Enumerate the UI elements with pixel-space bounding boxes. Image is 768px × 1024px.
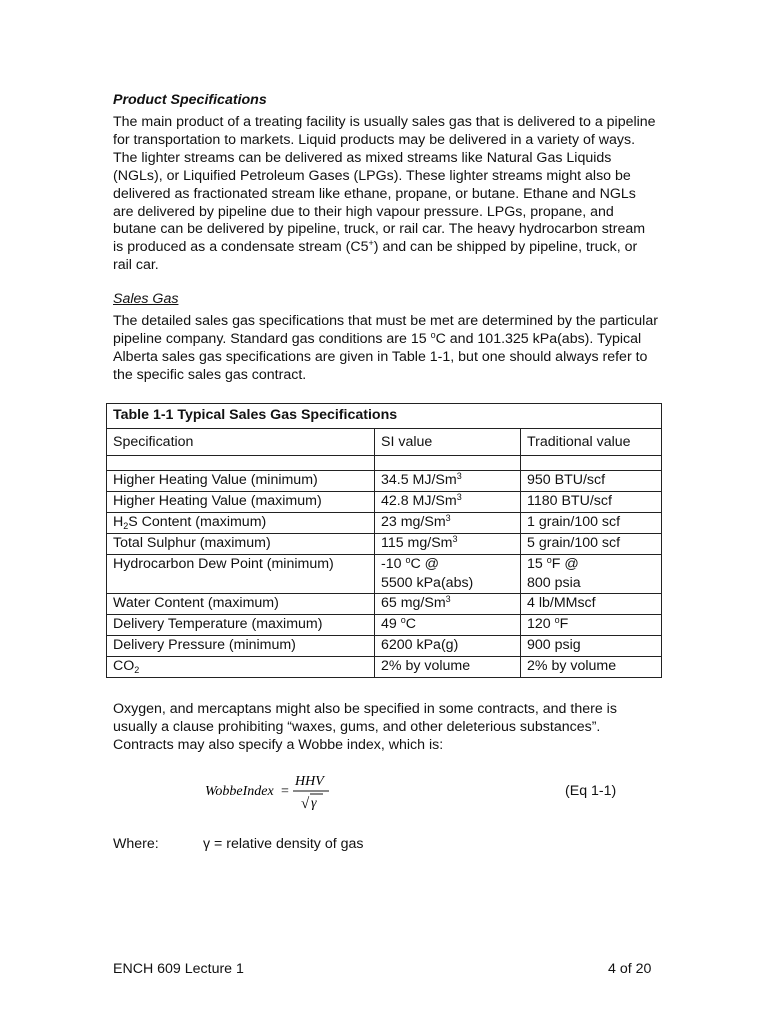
cell-traditional: 2% by volume <box>521 657 662 678</box>
header-si-value: SI value <box>375 429 521 456</box>
degree-mark: o <box>554 615 560 625</box>
footer-page-number: 4 of 20 <box>608 961 652 977</box>
header-traditional-value: Traditional value <box>521 429 662 456</box>
section-title: Product Specifications <box>113 92 267 108</box>
si-text: C @ <box>410 556 440 572</box>
spec-text: H <box>113 514 124 530</box>
subsection-title: Sales Gas <box>113 291 179 307</box>
cell-si <box>375 534 521 555</box>
wobbe-paragraph <box>113 701 658 755</box>
si-text: 115 mg/Sm <box>381 535 453 551</box>
cell-spec <box>107 513 375 534</box>
superscript-3: 3 <box>445 594 451 604</box>
spec-text: CO <box>113 658 135 674</box>
table-row <box>107 555 662 594</box>
table-row <box>107 534 662 555</box>
si-text: -10 <box>381 556 406 572</box>
header-specification: Specification <box>107 429 375 456</box>
spacer-cell <box>375 456 521 471</box>
spacer-cell <box>107 456 375 471</box>
intro-text: The main product of a treating facility is usually sales gas that is delivered to a pipeline for transportation to markets. Liquid products may be delivered in a variety of ways. The lighter streams can be delivered as mixed streams like Natural Gas Liquids (NGLs), or Liquified Petroleum Gases (LPGs). These lighter streams might also be delivered as fractionated stream like ethane, propane, or butane. Ethane and NGLs are delivered by pipeline due to their high vapour pressure. LPGs, propane, and butane can be delivered by pipeline, truck, or rail car. The heavy hydrocarbon stream is produced as a condensate stream (C5 <box>113 114 656 256</box>
equation-label: (Eq 1-1) <box>565 783 617 799</box>
cell-spec: Delivery Pressure (minimum) <box>107 636 375 657</box>
superscript-3: 3 <box>456 471 462 481</box>
si-text: C <box>405 616 416 632</box>
cell-traditional: 5 grain/100 scf <box>521 534 662 555</box>
trad-text: 800 psia <box>527 575 581 591</box>
table-title: Table 1-1 Typical Sales Gas Specifications <box>107 404 662 429</box>
si-text: 5500 kPa(abs) <box>381 575 474 591</box>
cell-spec: Hydrocarbon Dew Point (minimum) <box>107 555 375 594</box>
si-text: 65 mg/Sm <box>381 595 446 611</box>
equation-denominator: γ <box>311 796 317 811</box>
cell-traditional: 900 psig <box>521 636 662 657</box>
degree-mark: o <box>400 615 406 625</box>
cell-spec: Total Sulphur (maximum) <box>107 534 375 555</box>
cell-traditional: 1180 BTU/scf <box>521 492 662 513</box>
cell-si: 6200 kPa(g) <box>375 636 521 657</box>
cell-si: 2% by volume <box>375 657 521 678</box>
trad-text: 15 <box>527 556 547 572</box>
cell-spec <box>107 657 375 678</box>
trad-text: F @ <box>551 556 579 572</box>
subscript-2: 2 <box>123 521 129 531</box>
degree-mark: o <box>430 329 436 340</box>
sales-gas-text-a: The detailed sales gas specifications that must be met are determined by the particular pipeline company. Standard gas conditions are 15 <box>113 313 658 347</box>
wobbe-text: Oxygen, and mercaptans might also be specified in some contracts, and there is usually a clause prohibiting “waxes, gums, and other deleterious substances”. Contracts may also specify a Wobbe index, which is: <box>113 701 617 753</box>
sales-gas-paragraph <box>113 313 658 385</box>
table-row <box>107 471 662 492</box>
intro-text-end: ) and can be shipped by pipeline, truck, or rail car. <box>113 239 638 274</box>
superscript-plus: + <box>368 238 374 249</box>
cell-traditional: 4 lb/MMscf <box>521 594 662 615</box>
table-row <box>107 492 662 513</box>
spec-text: S Content (maximum) <box>128 514 267 530</box>
superscript-3: 3 <box>456 492 462 502</box>
cell-spec: Water Content (maximum) <box>107 594 375 615</box>
si-text: 23 mg/Sm <box>381 514 446 530</box>
cell-si <box>375 492 521 513</box>
where-definition: γ = relative density of gas <box>203 836 364 852</box>
cell-traditional: 950 BTU/scf <box>521 471 662 492</box>
table-row <box>107 657 662 678</box>
si-text: 34.5 MJ/Sm <box>381 472 457 488</box>
wobbe-equation <box>205 772 345 812</box>
cell-si <box>375 555 521 594</box>
footer-course: ENCH 609 Lecture 1 <box>113 961 244 977</box>
superscript-3: 3 <box>452 534 458 544</box>
where-label: Where: <box>113 836 159 852</box>
intro-paragraph <box>113 114 658 275</box>
table-row <box>107 636 662 657</box>
cell-si <box>375 513 521 534</box>
subscript-2: 2 <box>134 665 140 675</box>
table-row <box>107 513 662 534</box>
sqrt-sign: √ <box>301 796 310 812</box>
cell-traditional <box>521 555 662 594</box>
table-header-row <box>107 429 662 456</box>
table-spacer-row <box>107 456 662 471</box>
cell-si <box>375 594 521 615</box>
sales-gas-text-b: C and 101.325 kPa(abs). Typical Alberta sales gas specifications are given in Table 1-1, but one should always refer to the specific sales gas contract. <box>113 330 648 383</box>
cell-spec: Delivery Temperature (maximum) <box>107 615 375 636</box>
cell-traditional: 1 grain/100 scf <box>521 513 662 534</box>
equation-equals: = <box>281 784 289 799</box>
trad-text: F <box>559 616 569 632</box>
si-text: 42.8 MJ/Sm <box>381 493 457 509</box>
cell-spec: Higher Heating Value (maximum) <box>107 492 375 513</box>
equation-numerator: HHV <box>295 774 324 789</box>
cell-spec: Higher Heating Value (minimum) <box>107 471 375 492</box>
table-row <box>107 594 662 615</box>
spacer-cell <box>521 456 662 471</box>
si-text: 49 <box>381 616 401 632</box>
superscript-3: 3 <box>445 513 451 523</box>
equation-lhs: WobbeIndex <box>205 784 274 799</box>
degree-mark: o <box>546 555 552 565</box>
cell-traditional <box>521 615 662 636</box>
cell-si <box>375 615 521 636</box>
degree-mark: o <box>405 555 411 565</box>
trad-text: 120 <box>527 616 555 632</box>
table-row <box>107 615 662 636</box>
cell-si <box>375 471 521 492</box>
specifications-table <box>106 403 662 678</box>
table-title-row <box>107 404 662 429</box>
